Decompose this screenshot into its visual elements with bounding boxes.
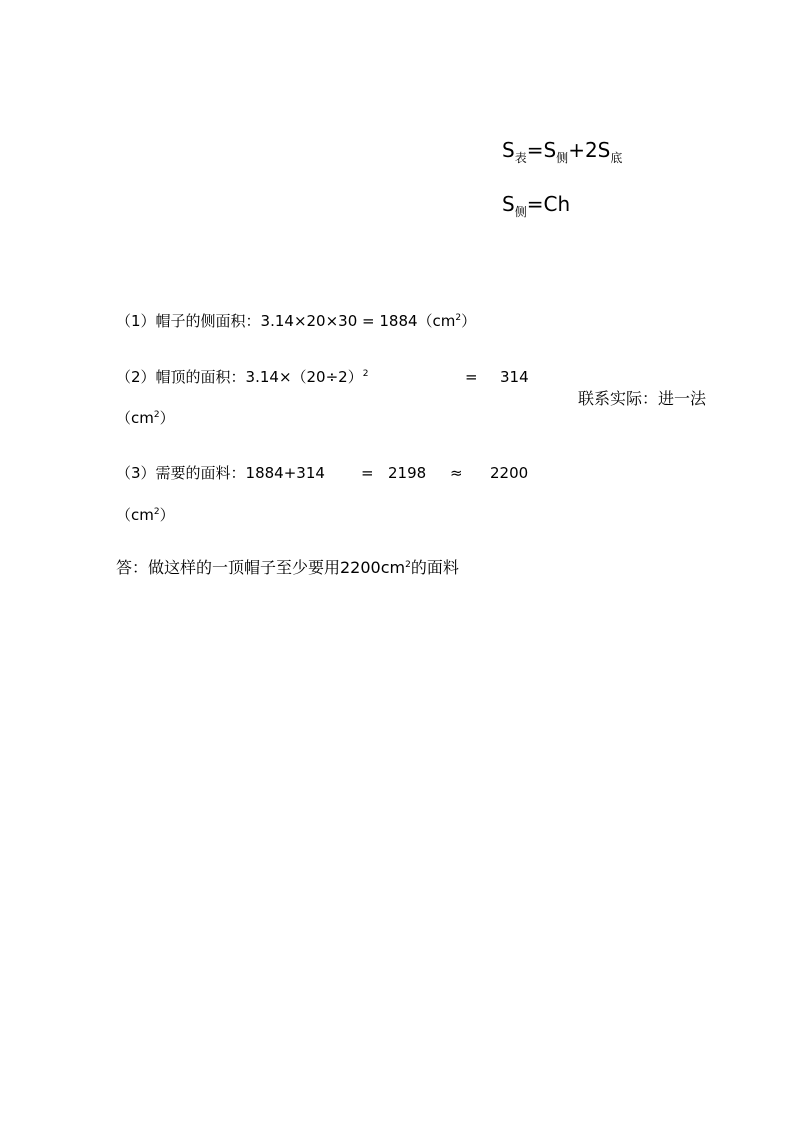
formula-subscript: 侧 — [556, 151, 569, 165]
formula-part: =Ch — [526, 192, 571, 216]
step-3-value: 2198 — [388, 464, 427, 482]
answer — [116, 558, 459, 578]
superscript: 2 — [153, 507, 160, 517]
step-2-value: 314 — [500, 368, 529, 386]
lateral-area-formula — [502, 192, 571, 219]
superscript: 2 — [405, 560, 411, 570]
superscript: 2 — [362, 369, 369, 379]
step-3-approx: ≈ — [450, 464, 463, 482]
formula-part: +2S — [568, 138, 611, 162]
step-3-text: （3）需要的面料：1884+314 — [116, 464, 325, 482]
superscript: 2 — [153, 410, 160, 420]
step-1-close: ） — [461, 312, 477, 330]
step-2-unit — [116, 408, 175, 428]
surface-area-formula — [502, 138, 623, 165]
unit-close: ） — [159, 409, 175, 427]
formula-symbol: S — [502, 138, 515, 162]
unit-close: ） — [159, 506, 175, 524]
formula-symbol: S — [502, 192, 515, 216]
unit-text: （cm — [116, 409, 154, 427]
step-2-text: （2）帽顶的面积：3.14×（20÷2） — [116, 368, 363, 386]
step-1 — [116, 311, 476, 331]
step-3-approx-value: 2200 — [490, 464, 529, 482]
step-1-text: （1）帽子的侧面积：3.14×20×30 = 1884（cm — [116, 312, 456, 330]
unit-text: （cm — [116, 506, 154, 524]
step-2 — [116, 367, 368, 387]
step-3-equals: = — [361, 464, 374, 482]
step-3-unit — [116, 505, 175, 525]
formula-subscript: 侧 — [514, 205, 527, 219]
formula-part: =S — [526, 138, 557, 162]
step-2-equals: = — [465, 368, 478, 386]
formula-subscript: 底 — [610, 151, 623, 165]
superscript: 2 — [455, 313, 462, 323]
formula-subscript: 表 — [514, 151, 527, 165]
answer-text: 答：做这样的一顶帽子至少要用2200cm — [116, 558, 406, 577]
answer-text-end: 的面料 — [410, 558, 459, 577]
side-note: 联系实际：进一法 — [578, 389, 707, 408]
